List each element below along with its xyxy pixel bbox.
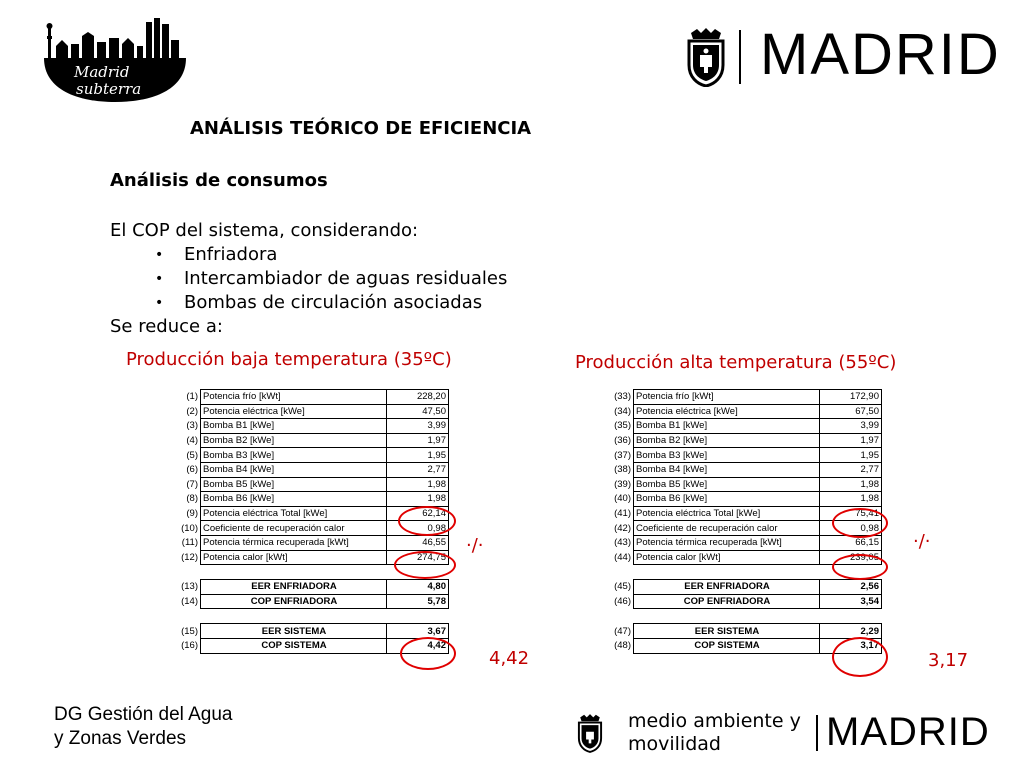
- row-label: Bomba B1 [kWe]: [634, 419, 820, 434]
- row-label: Potencia calor [kWt]: [634, 550, 820, 565]
- row-label: Potencia frío [kWt]: [201, 390, 387, 405]
- row-value: 1,98: [820, 477, 882, 492]
- row-label: Potencia frío [kWt]: [634, 390, 820, 405]
- table-row: [170, 390, 449, 405]
- row-label: Coeficiente de recuperación calor: [634, 521, 820, 536]
- row-value: 3,54: [820, 594, 882, 609]
- highlight-ring-cop-right: [832, 637, 888, 677]
- row-value: 3,67: [387, 624, 449, 639]
- cop-result-left: 4,42: [489, 648, 530, 669]
- row-value: 1,98: [387, 477, 449, 492]
- row-value: 2,77: [387, 462, 449, 477]
- row-number: (8): [186, 493, 198, 505]
- row-label: Bomba B3 [kWe]: [201, 448, 387, 463]
- table-row: [170, 419, 449, 434]
- row-value: 67,50: [820, 404, 882, 419]
- table-row: [170, 535, 449, 550]
- row-label: Bomba B5 [kWe]: [201, 477, 387, 492]
- svg-text:Madrid: Madrid: [74, 63, 130, 81]
- row-label: COP SISTEMA: [201, 638, 387, 653]
- highlight-ring-heat-power-left: [394, 551, 456, 579]
- table-row: [170, 580, 449, 595]
- table-spacer: [170, 609, 449, 624]
- row-number: (11): [181, 537, 198, 549]
- considerations-list: [110, 243, 507, 315]
- page-title: ANÁLISIS TEÓRICO DE EFICIENCIA: [190, 118, 532, 139]
- row-number: (46): [614, 596, 631, 608]
- row-number: (14): [181, 596, 198, 608]
- row-number: (33): [614, 391, 631, 403]
- row-number: (42): [614, 522, 631, 534]
- row-label: Potencia térmica recuperada [kWt]: [634, 535, 820, 550]
- department-line-1: DG Gestión del Agua: [54, 704, 233, 725]
- highlight-ring-total-power-right: [832, 508, 888, 538]
- row-value: 2,56: [820, 580, 882, 595]
- row-number: (9): [186, 508, 198, 520]
- row-number: (41): [614, 508, 631, 520]
- row-number: (5): [186, 449, 198, 461]
- row-label: Bomba B1 [kWe]: [201, 419, 387, 434]
- row-number: (43): [614, 537, 631, 549]
- row-label: Bomba B4 [kWe]: [634, 462, 820, 477]
- svg-text:subterra: subterra: [76, 80, 142, 98]
- table-row: [603, 594, 882, 609]
- footer-area-line-1: medio ambiente y: [628, 710, 801, 732]
- madrid-coat-of-arms-icon: [683, 27, 729, 87]
- table-row: [603, 580, 882, 595]
- row-label: Potencia eléctrica [kWe]: [201, 404, 387, 419]
- row-value: 172,90: [820, 390, 882, 405]
- row-value: 2,29: [820, 624, 882, 639]
- row-number: (10): [181, 522, 198, 534]
- footer-divider: [816, 715, 818, 751]
- cop-result-right: 3,17: [928, 650, 969, 671]
- row-label: COP SISTEMA: [634, 638, 820, 653]
- row-value: 47,50: [387, 404, 449, 419]
- division-mark-right: ·/·: [913, 531, 931, 552]
- row-value: 239,05: [820, 550, 882, 565]
- row-number: (7): [186, 478, 198, 490]
- row-label: Potencia eléctrica Total [kWe]: [634, 506, 820, 521]
- row-number: (1): [186, 391, 198, 403]
- row-value: 0,98: [387, 521, 449, 536]
- row-number: (2): [186, 405, 198, 417]
- row-value: 3,99: [820, 419, 882, 434]
- row-number: (38): [614, 464, 631, 476]
- row-number: (34): [614, 405, 631, 417]
- table-row: [170, 624, 449, 639]
- row-value: 1,98: [820, 492, 882, 507]
- row-label: Bomba B2 [kWe]: [201, 433, 387, 448]
- row-value: 62,14: [387, 506, 449, 521]
- row-value: 228,20: [387, 390, 449, 405]
- row-value: 46,55: [387, 535, 449, 550]
- table-row: [170, 462, 449, 477]
- section-title: Análisis de consumos: [110, 170, 328, 191]
- row-label: EER ENFRIADORA: [634, 580, 820, 595]
- row-label: COP ENFRIADORA: [201, 594, 387, 609]
- row-value: 1,95: [387, 448, 449, 463]
- row-number: (45): [614, 581, 631, 593]
- table-row: [170, 433, 449, 448]
- row-number: (47): [614, 625, 631, 637]
- low-temp-heading: Producción baja temperatura (35ºC): [126, 349, 452, 370]
- row-value: 4,42: [387, 638, 449, 653]
- row-value: 3,17: [820, 638, 882, 653]
- row-value: 1,97: [387, 433, 449, 448]
- row-number: (40): [614, 493, 631, 505]
- row-label: Potencia eléctrica Total [kWe]: [201, 506, 387, 521]
- table-row: [603, 419, 882, 434]
- row-number: (3): [186, 420, 198, 432]
- row-number: (44): [614, 551, 631, 563]
- row-value: 274,75: [387, 550, 449, 565]
- table-row: [603, 433, 882, 448]
- list-item: • Intercambiador de aguas residuales: [110, 267, 507, 291]
- table-row: [170, 477, 449, 492]
- table-row: [603, 390, 882, 405]
- row-number: (36): [614, 435, 631, 447]
- row-number: (35): [614, 420, 631, 432]
- row-label: Potencia calor [kWt]: [201, 550, 387, 565]
- row-value: 5,78: [387, 594, 449, 609]
- row-number: (6): [186, 464, 198, 476]
- table-row: [170, 492, 449, 507]
- row-value: 2,77: [820, 462, 882, 477]
- table-row: [170, 448, 449, 463]
- highlight-ring-cop-left: [400, 637, 456, 670]
- table-row: [603, 535, 882, 550]
- row-value: 3,99: [387, 419, 449, 434]
- highlight-ring-total-power-left: [398, 506, 456, 536]
- row-value: 1,97: [820, 433, 882, 448]
- intro-text: El COP del sistema, considerando:: [110, 220, 419, 241]
- row-value: 4,80: [387, 580, 449, 595]
- row-label: Coeficiente de recuperación calor: [201, 521, 387, 536]
- footer-area-label: [628, 710, 801, 756]
- row-label: Potencia térmica recuperada [kWt]: [201, 535, 387, 550]
- list-item: • Enfriadora: [110, 243, 507, 267]
- highlight-ring-heat-power-right: [832, 554, 888, 580]
- row-label: EER SISTEMA: [201, 624, 387, 639]
- row-value: 66,15: [820, 535, 882, 550]
- row-label: Bomba B6 [kWe]: [634, 492, 820, 507]
- department-line-2: y Zonas Verdes: [54, 728, 187, 749]
- table-row: [603, 477, 882, 492]
- row-number: (48): [614, 640, 631, 652]
- table-row: [603, 462, 882, 477]
- row-value: 1,98: [387, 492, 449, 507]
- madrid-subterra-logo: [40, 14, 190, 102]
- row-label: EER ENFRIADORA: [201, 580, 387, 595]
- row-number: (4): [186, 435, 198, 447]
- row-label: Bomba B4 [kWe]: [201, 462, 387, 477]
- madrid-brand-header: MADRID: [760, 22, 1001, 87]
- row-label: EER SISTEMA: [634, 624, 820, 639]
- row-label: Bomba B6 [kWe]: [201, 492, 387, 507]
- list-item: • Bombas de circulación asociadas: [110, 291, 507, 315]
- row-value: 1,95: [820, 448, 882, 463]
- row-number: (39): [614, 478, 631, 490]
- table-row: [603, 492, 882, 507]
- row-number: (13): [181, 581, 198, 593]
- row-value: 75,41: [820, 506, 882, 521]
- table-row: [170, 404, 449, 419]
- table-spacer: [603, 609, 882, 624]
- table-row: [603, 404, 882, 419]
- table-row: [603, 448, 882, 463]
- madrid-brand-footer: MADRID: [826, 710, 990, 754]
- row-label: Bomba B5 [kWe]: [634, 477, 820, 492]
- table-row: [603, 624, 882, 639]
- table-row: [170, 594, 449, 609]
- row-number: (15): [181, 625, 198, 637]
- row-label: Bomba B3 [kWe]: [634, 448, 820, 463]
- madrid-coat-of-arms-small-icon: [575, 713, 605, 753]
- row-number: (16): [181, 640, 198, 652]
- row-label: COP ENFRIADORA: [634, 594, 820, 609]
- high-temp-heading: Producción alta temperatura (55ºC): [575, 352, 897, 373]
- row-number: (12): [181, 551, 198, 563]
- footer-area-line-2: movilidad: [628, 733, 721, 755]
- conclusion-text: Se reduce a:: [110, 316, 223, 337]
- row-value: 0,98: [820, 521, 882, 536]
- header-divider: [739, 30, 741, 84]
- department-label: [54, 703, 233, 751]
- row-number: (37): [614, 449, 631, 461]
- row-label: Potencia eléctrica [kWe]: [634, 404, 820, 419]
- division-mark-left: ·/·: [466, 535, 484, 556]
- row-label: Bomba B2 [kWe]: [634, 433, 820, 448]
